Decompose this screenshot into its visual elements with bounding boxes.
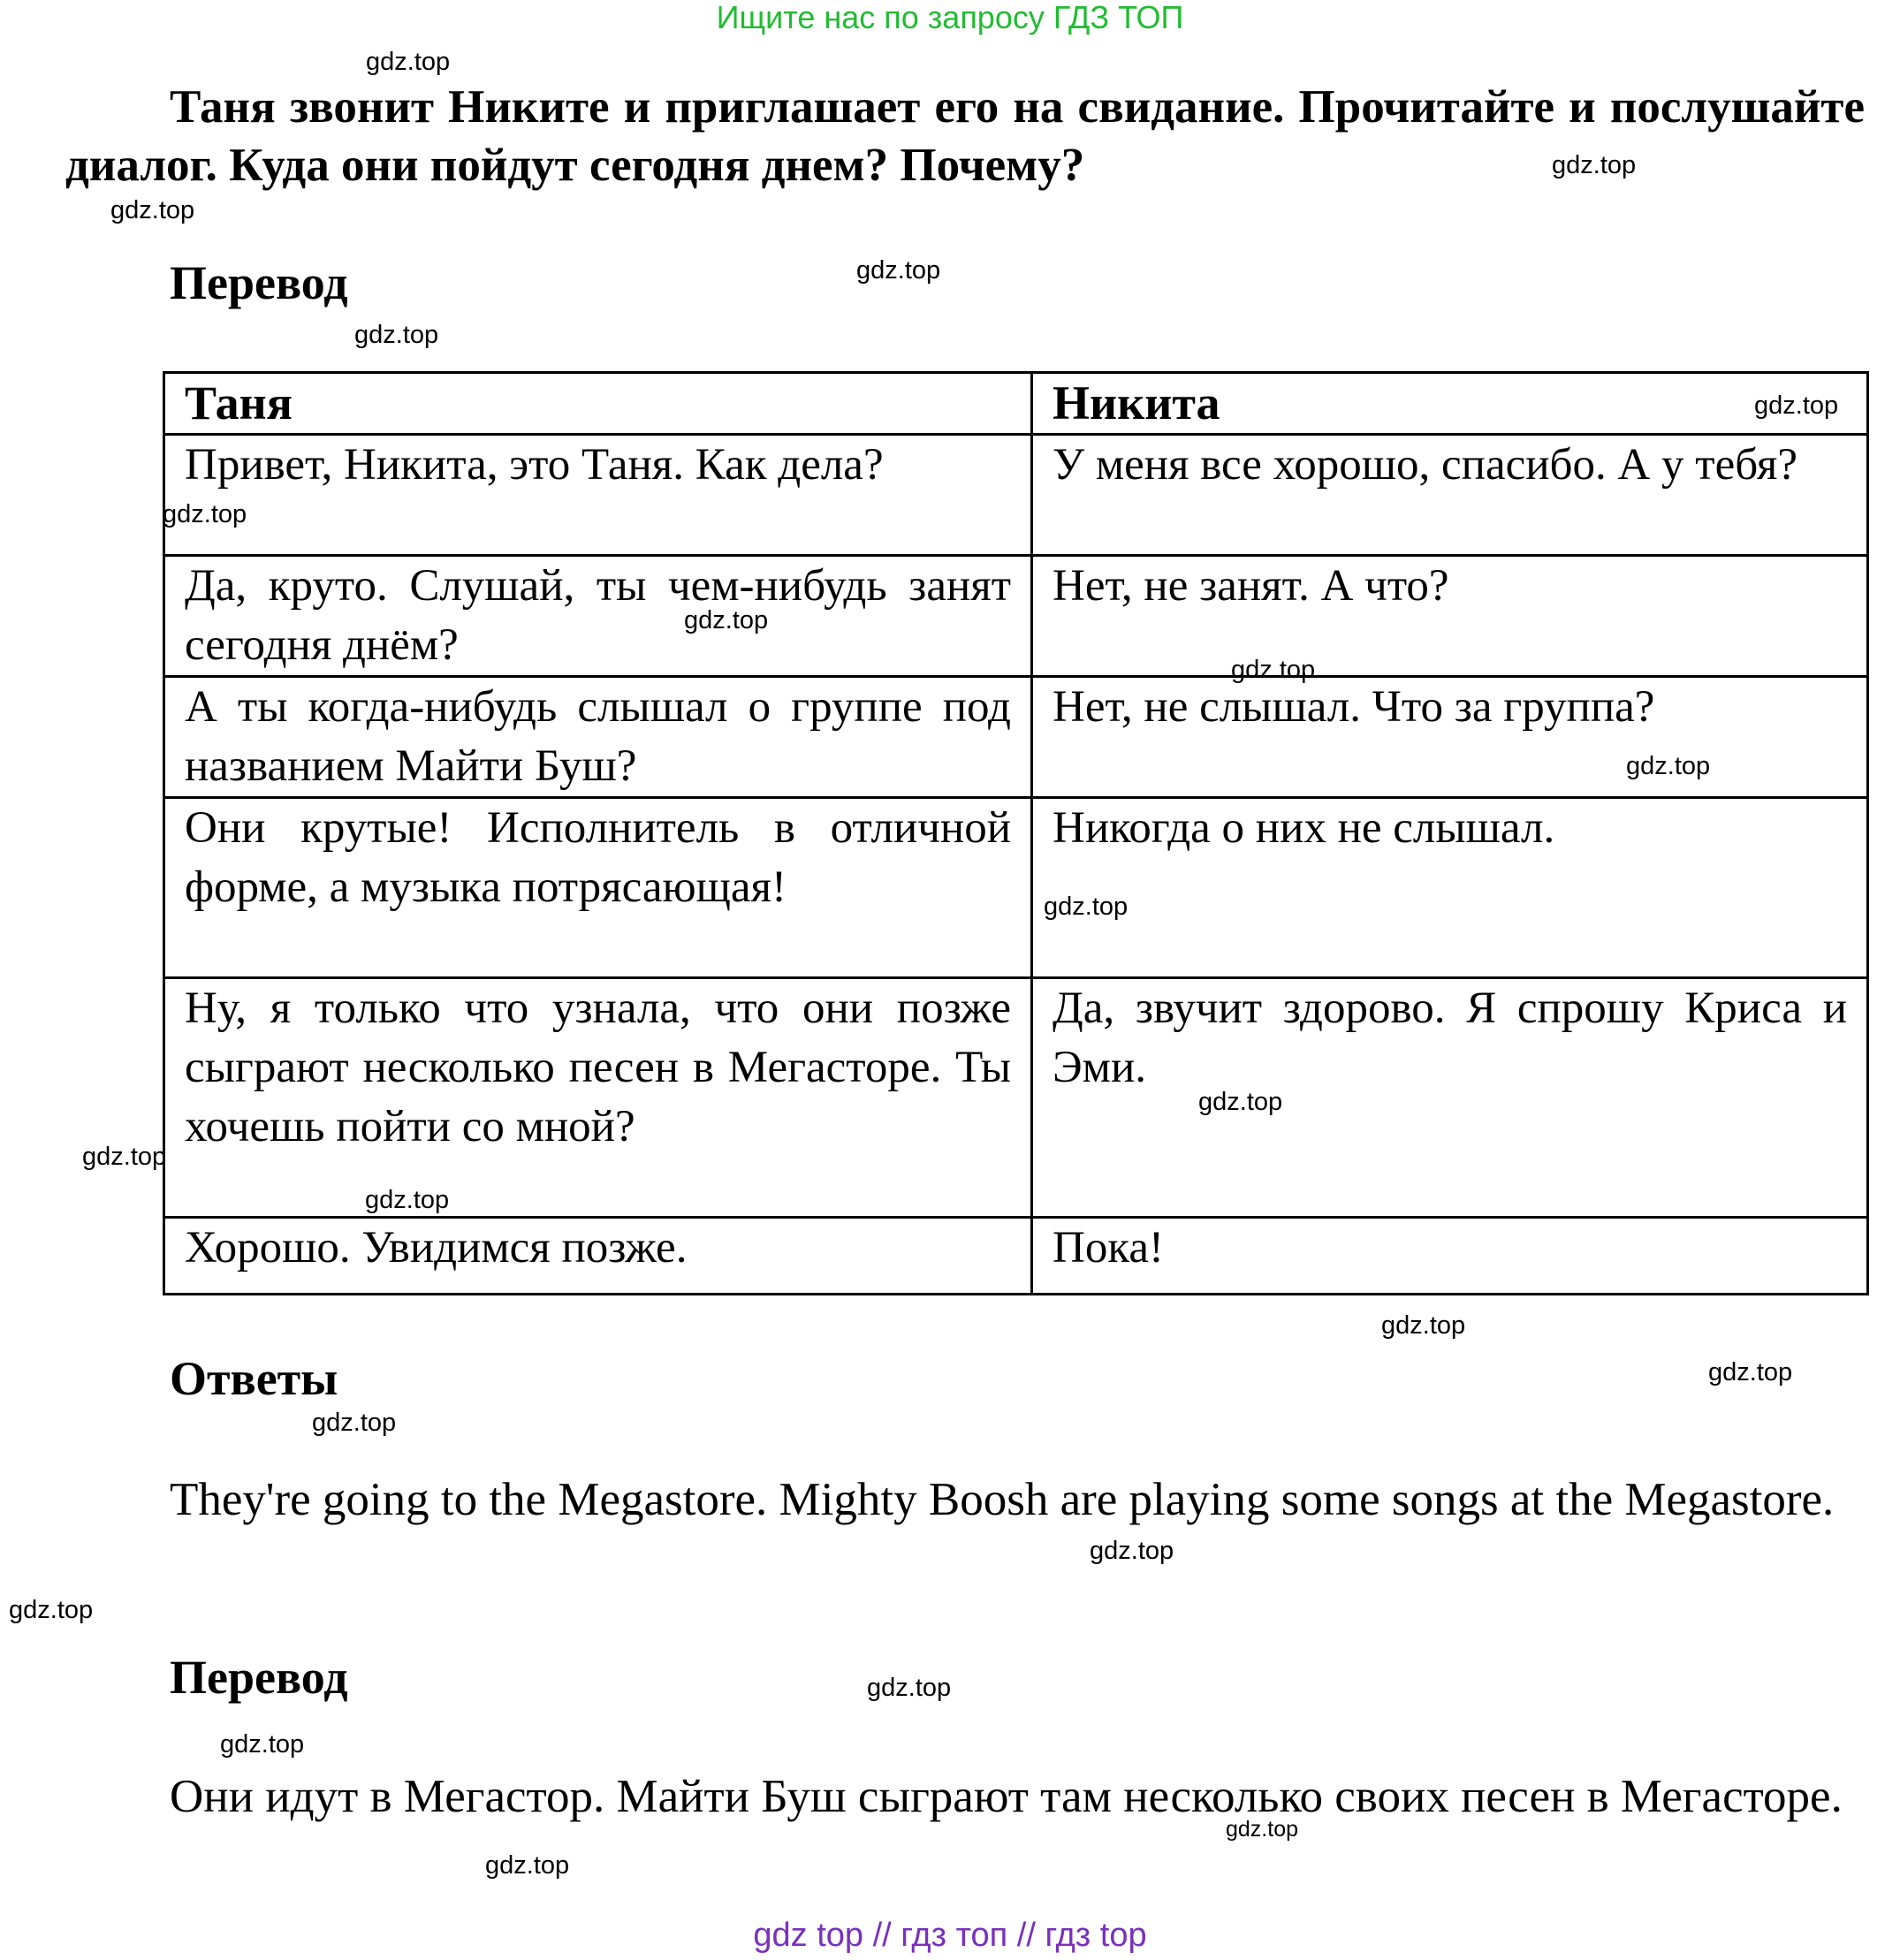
heading-answers: Ответы [170, 1352, 338, 1405]
top-banner: Ищите нас по запросу ГДЗ ТОП [716, 0, 1184, 35]
tanya-line: Ну, я только что узнала, что они позже сыграют несколько песен в Мегасторе. Ты хочешь пойти со мной? [164, 978, 1032, 1218]
column-header-nikita: Никита [1032, 373, 1868, 435]
watermark: gdz.top [354, 321, 439, 349]
watermark: gdz.top [82, 1143, 167, 1171]
table-row [164, 435, 1868, 556]
nikita-line: У меня все хорошо, спасибо. А у тебя? [1032, 435, 1868, 556]
nikita-line: Пока! [1032, 1218, 1868, 1295]
answer-english: They're going to the Megastore. Mighty Boosh are playing some songs at the Megastore. [170, 1474, 1835, 1525]
watermark: gdz.top [485, 1851, 570, 1880]
nikita-line: Никогда о них не слышал. [1032, 798, 1868, 978]
watermark: gdz.top [110, 196, 195, 224]
watermark: gdz.top [856, 256, 941, 285]
nikita-line: Да, звучит здорово. Я спрошу Криса и Эми. [1032, 978, 1868, 1218]
dialog-table [163, 371, 1869, 1295]
task-text: Таня звонит Никите и приглашает его на свидание. Прочитайте и послушайте диалог. Куда они пойдут сегодня днем? Почему? [65, 81, 1865, 191]
watermark: gdz.top [365, 1186, 450, 1214]
tanya-line: Привет, Никита, это Таня. Как дела? [164, 435, 1032, 556]
watermark: gdz.top [9, 1596, 94, 1624]
watermark: gdz.top [163, 500, 247, 528]
tanya-line: Они крутые! Исполнитель в отличной форме, а музыка потрясающая! [164, 798, 1032, 978]
nikita-line: Нет, не слышал. Что за группа? [1032, 677, 1868, 798]
watermark: gdz.top [1198, 1088, 1283, 1116]
footer-links[interactable]: gdz top // гдз топ // гдз top [753, 1917, 1147, 1954]
watermark: gdz.top [1226, 1817, 1299, 1842]
table-row [164, 556, 1868, 677]
tanya-line: Да, круто. Слушай, ты чем-нибудь занят сегодня днём? [164, 556, 1032, 677]
watermark: gdz.top [1231, 656, 1316, 684]
table-row [164, 978, 1868, 1218]
watermark: gdz.top [1381, 1311, 1466, 1340]
heading-answer-translation: Перевод [170, 1651, 348, 1704]
answer-russian: Они идут в Мегастор. Майти Буш сыграют там несколько своих песен в Мегасторе. [170, 1771, 1843, 1822]
heading-translation: Перевод [170, 256, 348, 309]
watermark: gdz.top [366, 48, 451, 76]
nikita-line: Нет, не занят. А что? [1032, 556, 1868, 677]
watermark: gdz.top [1552, 151, 1637, 179]
table-row [164, 1218, 1868, 1295]
watermark: gdz.top [312, 1409, 397, 1437]
watermark: gdz.top [867, 1674, 952, 1702]
watermark: gdz.top [1626, 752, 1711, 780]
tanya-line: Хорошо. Увидимся позже. [164, 1218, 1032, 1295]
watermark: gdz.top [1708, 1358, 1793, 1386]
column-header-tanya: Таня [164, 373, 1032, 435]
tanya-line: А ты когда-нибудь слышал о группе под названием Майти Буш? [164, 677, 1032, 798]
table-row [164, 677, 1868, 798]
watermark: gdz.top [220, 1730, 305, 1759]
watermark: gdz.top [684, 606, 769, 634]
watermark: gdz.top [1754, 391, 1839, 420]
table-header-row [164, 373, 1868, 435]
table-row [164, 798, 1868, 978]
watermark: gdz.top [1090, 1537, 1174, 1565]
watermark: gdz.top [1044, 893, 1129, 921]
